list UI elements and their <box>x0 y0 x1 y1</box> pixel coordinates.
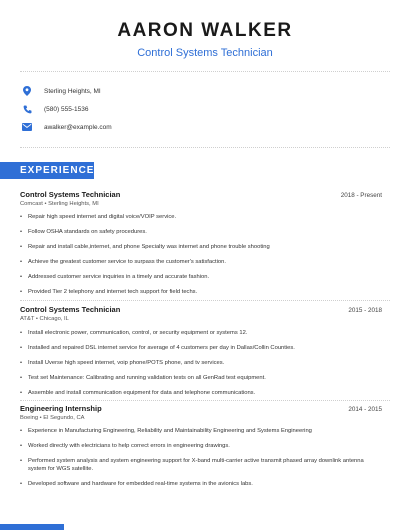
phone-icon <box>20 102 34 116</box>
job-bullet: • Addressed customer service inquiries in a timely and accurate fashion. <box>20 273 382 281</box>
location-pin-icon <box>20 84 34 98</box>
job-bullet: • Worked directly with electricians to help correct errors in engineering drawings. <box>20 442 382 450</box>
job-company: Boeing • El Segundo, CA <box>20 415 85 421</box>
divider <box>20 400 390 401</box>
job-bullet: • Repair high speed internet and digital voice/VOIP service. <box>20 213 382 221</box>
job-bullet: • Assemble and install communication equipment for data and telephone communications. <box>20 389 382 397</box>
contact-phone <box>20 100 112 118</box>
job-dates: 2018 - Present <box>340 192 382 199</box>
job-bullet: • Test set Maintenance: Calibrating and running validation tests on all GenRad test equipment. <box>20 374 382 382</box>
resume-header <box>0 20 410 60</box>
job-entry <box>20 305 382 397</box>
job-bullet: • Provided Tier 2 telephony and internet tech support for field techs. <box>20 288 382 296</box>
job-bullet: • Performed system analysis and system engineering support for X-band multi-carrier active transmit phased array downlink antenna system for WGS satellite. <box>20 457 382 473</box>
job-bullet: • Repair and install cable,internet, and phone Specialty was internet and phone trouble shooting <box>20 243 382 251</box>
job-bullet: • Developed software and hardware for embedded real-time systems in the avionics labs. <box>20 480 382 488</box>
job-entry <box>20 190 382 296</box>
contact-phone-text: (580) 555-1536 <box>44 105 89 113</box>
divider <box>20 300 390 301</box>
job-bullet: • Install electronic power, communication, control, or security equipment or systems 12. <box>20 329 382 337</box>
job-dates: 2014 - 2015 <box>348 406 382 413</box>
candidate-name: AARON WALKER <box>117 20 293 41</box>
candidate-title: Control Systems Technician <box>137 47 273 59</box>
job-title: Control Systems Technician <box>20 190 121 199</box>
job-bullet: • Follow OSHA standards on safety procedures. <box>20 228 382 236</box>
contact-list <box>20 82 112 136</box>
mail-icon <box>20 120 34 134</box>
job-bullet: • Installed and repaired DSL internet service for average of 4 customers per day in Dallas/Collin Counties. <box>20 344 382 352</box>
contact-email-text: awalker@example.com <box>44 123 112 131</box>
job-bullet: • Achieve the greatest customer service to surpass the customer's satisfaction. <box>20 258 382 266</box>
job-dates: 2015 - 2018 <box>348 307 382 314</box>
job-bullet: • Install Uverse high speed internet, voip phone/POTS phone, and tv services. <box>20 359 382 367</box>
job-bullet: • Experience in Manufacturing Engineering, Reliability and Maintainability Engineering and Systems Engineering <box>20 427 382 435</box>
job-title: Engineering Internship <box>20 404 102 413</box>
next-section-banner <box>0 524 64 530</box>
job-company: Comcast • Sterling Heights, MI <box>20 201 99 207</box>
job-entry <box>20 404 382 488</box>
contact-location <box>20 82 112 100</box>
job-company: AT&T • Chicago, IL <box>20 316 69 322</box>
contact-email <box>20 118 112 136</box>
divider <box>20 147 390 148</box>
contact-location-text: Sterling Heights, MI <box>44 87 101 95</box>
divider <box>20 71 390 72</box>
job-title: Control Systems Technician <box>20 305 121 314</box>
experience-section-title: EXPERIENCE <box>0 162 94 179</box>
